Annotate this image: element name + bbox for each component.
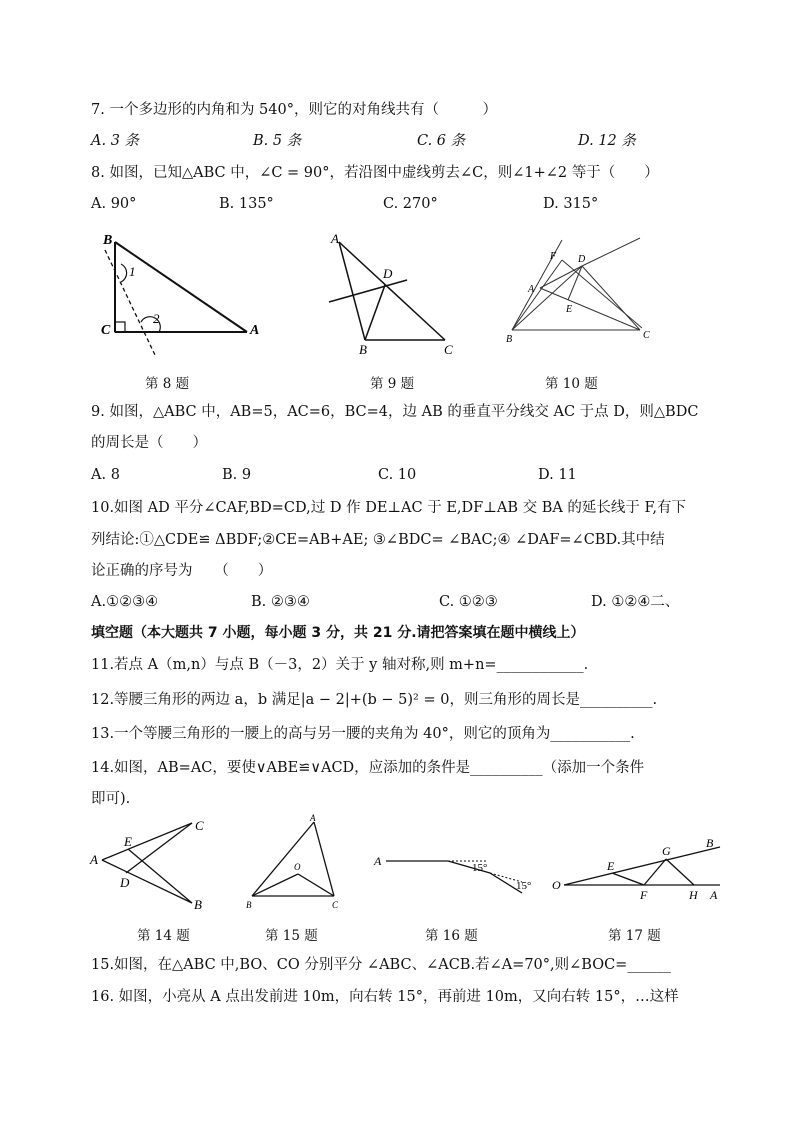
fig15-label-a: A bbox=[310, 813, 316, 823]
q7-stem: 7. 一个多边形的内角和为 540°，则它的对角线共有（ ） bbox=[91, 102, 497, 118]
caption-fig16: 第 16 题 bbox=[425, 928, 478, 944]
fig10-label-b: B bbox=[506, 334, 513, 345]
q10-option-a: A.①②③④ bbox=[91, 594, 159, 610]
q10-option-d: D. ①②④二、 bbox=[591, 594, 680, 610]
caption-fig14: 第 14 题 bbox=[137, 928, 190, 944]
q10-options bbox=[91, 592, 711, 612]
figure-14 bbox=[88, 815, 218, 915]
q16-stem: 16. 如图，小亮从 A 点出发前进 10m，向右转 15°，再前进 10m，又向右转 15°，…这样 bbox=[91, 989, 679, 1005]
fig17-label-o: O bbox=[552, 878, 561, 892]
q7-option-d: D. 12 条 bbox=[578, 133, 636, 149]
figure-8 bbox=[95, 230, 265, 360]
caption-fig10: 第 10 题 bbox=[545, 376, 598, 392]
q7-options bbox=[91, 131, 711, 151]
q14-stem-line2: 即可). bbox=[91, 791, 131, 807]
fig9-label-b: B bbox=[359, 342, 367, 357]
fig9-label-a: A bbox=[331, 231, 339, 246]
fig15-label-c: C bbox=[332, 900, 339, 910]
fig10-label-a: A bbox=[528, 284, 535, 295]
fig17-label-g: G bbox=[662, 844, 671, 858]
q13-stem: 13.一个等腰三角形的一腰上的高与另一腰的夹角为 40°，则它的顶角为___________. bbox=[91, 726, 635, 742]
fig17-label-f: F bbox=[640, 888, 648, 902]
fig8-label-b: B bbox=[103, 233, 113, 248]
fig17-label-h: H bbox=[689, 888, 698, 902]
fig14-label-e: E bbox=[124, 834, 132, 849]
q10-option-b: B. ②③④ bbox=[251, 594, 310, 610]
q7-option-c: C. 6 条 bbox=[417, 133, 466, 149]
fig14-label-c: C bbox=[195, 818, 204, 833]
figure-15 bbox=[238, 812, 358, 912]
q12-stem: 12.等腰三角形的两边 a，b 满足|a − 2|+(b − 5)² = 0，则三角形的周长是__________. bbox=[91, 692, 658, 708]
q9-option-d: D. 11 bbox=[538, 467, 577, 483]
fig17-label-e: E bbox=[607, 859, 615, 873]
figure-10 bbox=[490, 232, 660, 352]
q8-option-d: D. 315° bbox=[543, 196, 599, 212]
q10-stem-line2: 列结论:①△CDE≌ ΔBDF;②CE=AB+AE; ③∠BDC= ∠BAC;④ ∠DAF=∠CBD.其中结 bbox=[91, 532, 665, 548]
fig16-label-a: A bbox=[374, 854, 382, 868]
caption-fig17: 第 17 题 bbox=[608, 928, 661, 944]
section2-heading: 填空题（本大题共 7 小题，每小题 3 分，共 21 分.请把答案填在题中横线上） bbox=[91, 625, 585, 641]
fig10-label-d: D bbox=[578, 254, 586, 265]
q14-stem-line1: 14.如图，AB=AC，要使∨ABE≌∨ACD，应添加的条件是__________（添加一个条件 bbox=[91, 760, 645, 776]
fig8-label-2: 2 bbox=[153, 311, 160, 326]
fig17-label-a: A bbox=[710, 888, 718, 902]
fig15-label-b: B bbox=[246, 900, 252, 910]
q9-option-a: A. 8 bbox=[91, 467, 120, 483]
q7-option-a: A. 3 条 bbox=[91, 133, 140, 149]
caption-fig8: 第 8 题 bbox=[145, 376, 190, 392]
q9-option-b: B. 9 bbox=[222, 467, 252, 483]
fig10-label-c: C bbox=[643, 330, 650, 341]
q10-stem-line1: 10.如图 AD 平分∠CAF,BD=CD,过 D 作 DE⊥AC 于 E,DF⊥AB 交 BA 的延长线于 F,有下 bbox=[91, 500, 686, 516]
fig10-label-e: E bbox=[566, 304, 573, 315]
fig14-label-d: D bbox=[120, 875, 130, 890]
fig9-label-d: D bbox=[383, 266, 393, 281]
q10-stem-line3: 论正确的序号为 （ ） bbox=[91, 563, 273, 579]
fig16-angle-2: 15° bbox=[516, 880, 532, 892]
fig14-label-b: B bbox=[194, 897, 202, 912]
fig10-label-f: F bbox=[550, 251, 557, 262]
fig8-label-a: A bbox=[250, 323, 260, 338]
fig8-label-c: C bbox=[101, 323, 111, 338]
fig14-label-a: A bbox=[90, 852, 98, 867]
q9-option-c: C. 10 bbox=[378, 467, 417, 483]
fig17-label-b: B bbox=[706, 836, 714, 850]
q10-option-c: C. ①②③ bbox=[439, 594, 498, 610]
q7-option-b: B. 5 条 bbox=[253, 133, 302, 149]
q11-stem: 11.若点 A（m,n）与点 B（－3，2）关于 y 轴对称,则 m+n=____________. bbox=[91, 657, 589, 673]
fig16-angle-1: 15° bbox=[472, 862, 488, 874]
q9-stem-line2: 的周长是（ ） bbox=[91, 435, 207, 451]
q8-option-a: A. 90° bbox=[91, 196, 137, 212]
figure-17 bbox=[548, 835, 723, 905]
caption-fig15: 第 15 题 bbox=[265, 928, 318, 944]
q8-stem: 8. 如图，已知△ABC 中，∠C = 90°，若沿图中虚线剪去∠C，则∠1+∠2 等于（ ） bbox=[91, 165, 659, 181]
figure-9 bbox=[325, 230, 465, 360]
q8-option-c: C. 270° bbox=[383, 196, 438, 212]
q8-options bbox=[91, 194, 711, 214]
q9-stem-line1: 9. 如图，△ABC 中，AB=5，AC=6，BC=4，边 AB 的垂直平分线交 AC 于点 D，则△BDC bbox=[91, 404, 699, 420]
q9-options bbox=[91, 465, 711, 485]
q15-stem: 15.如图，在△ABC 中,BO、CO 分别平分 ∠ABC、∠ACB.若∠A=70°,则∠BOC=______ bbox=[91, 957, 671, 973]
q8-option-b: B. 135° bbox=[219, 196, 274, 212]
fig9-label-c: C bbox=[444, 342, 453, 357]
fig15-label-o: O bbox=[294, 862, 301, 872]
figure-16 bbox=[372, 845, 547, 905]
caption-fig9: 第 9 题 bbox=[370, 376, 415, 392]
fig8-label-1: 1 bbox=[129, 264, 136, 279]
